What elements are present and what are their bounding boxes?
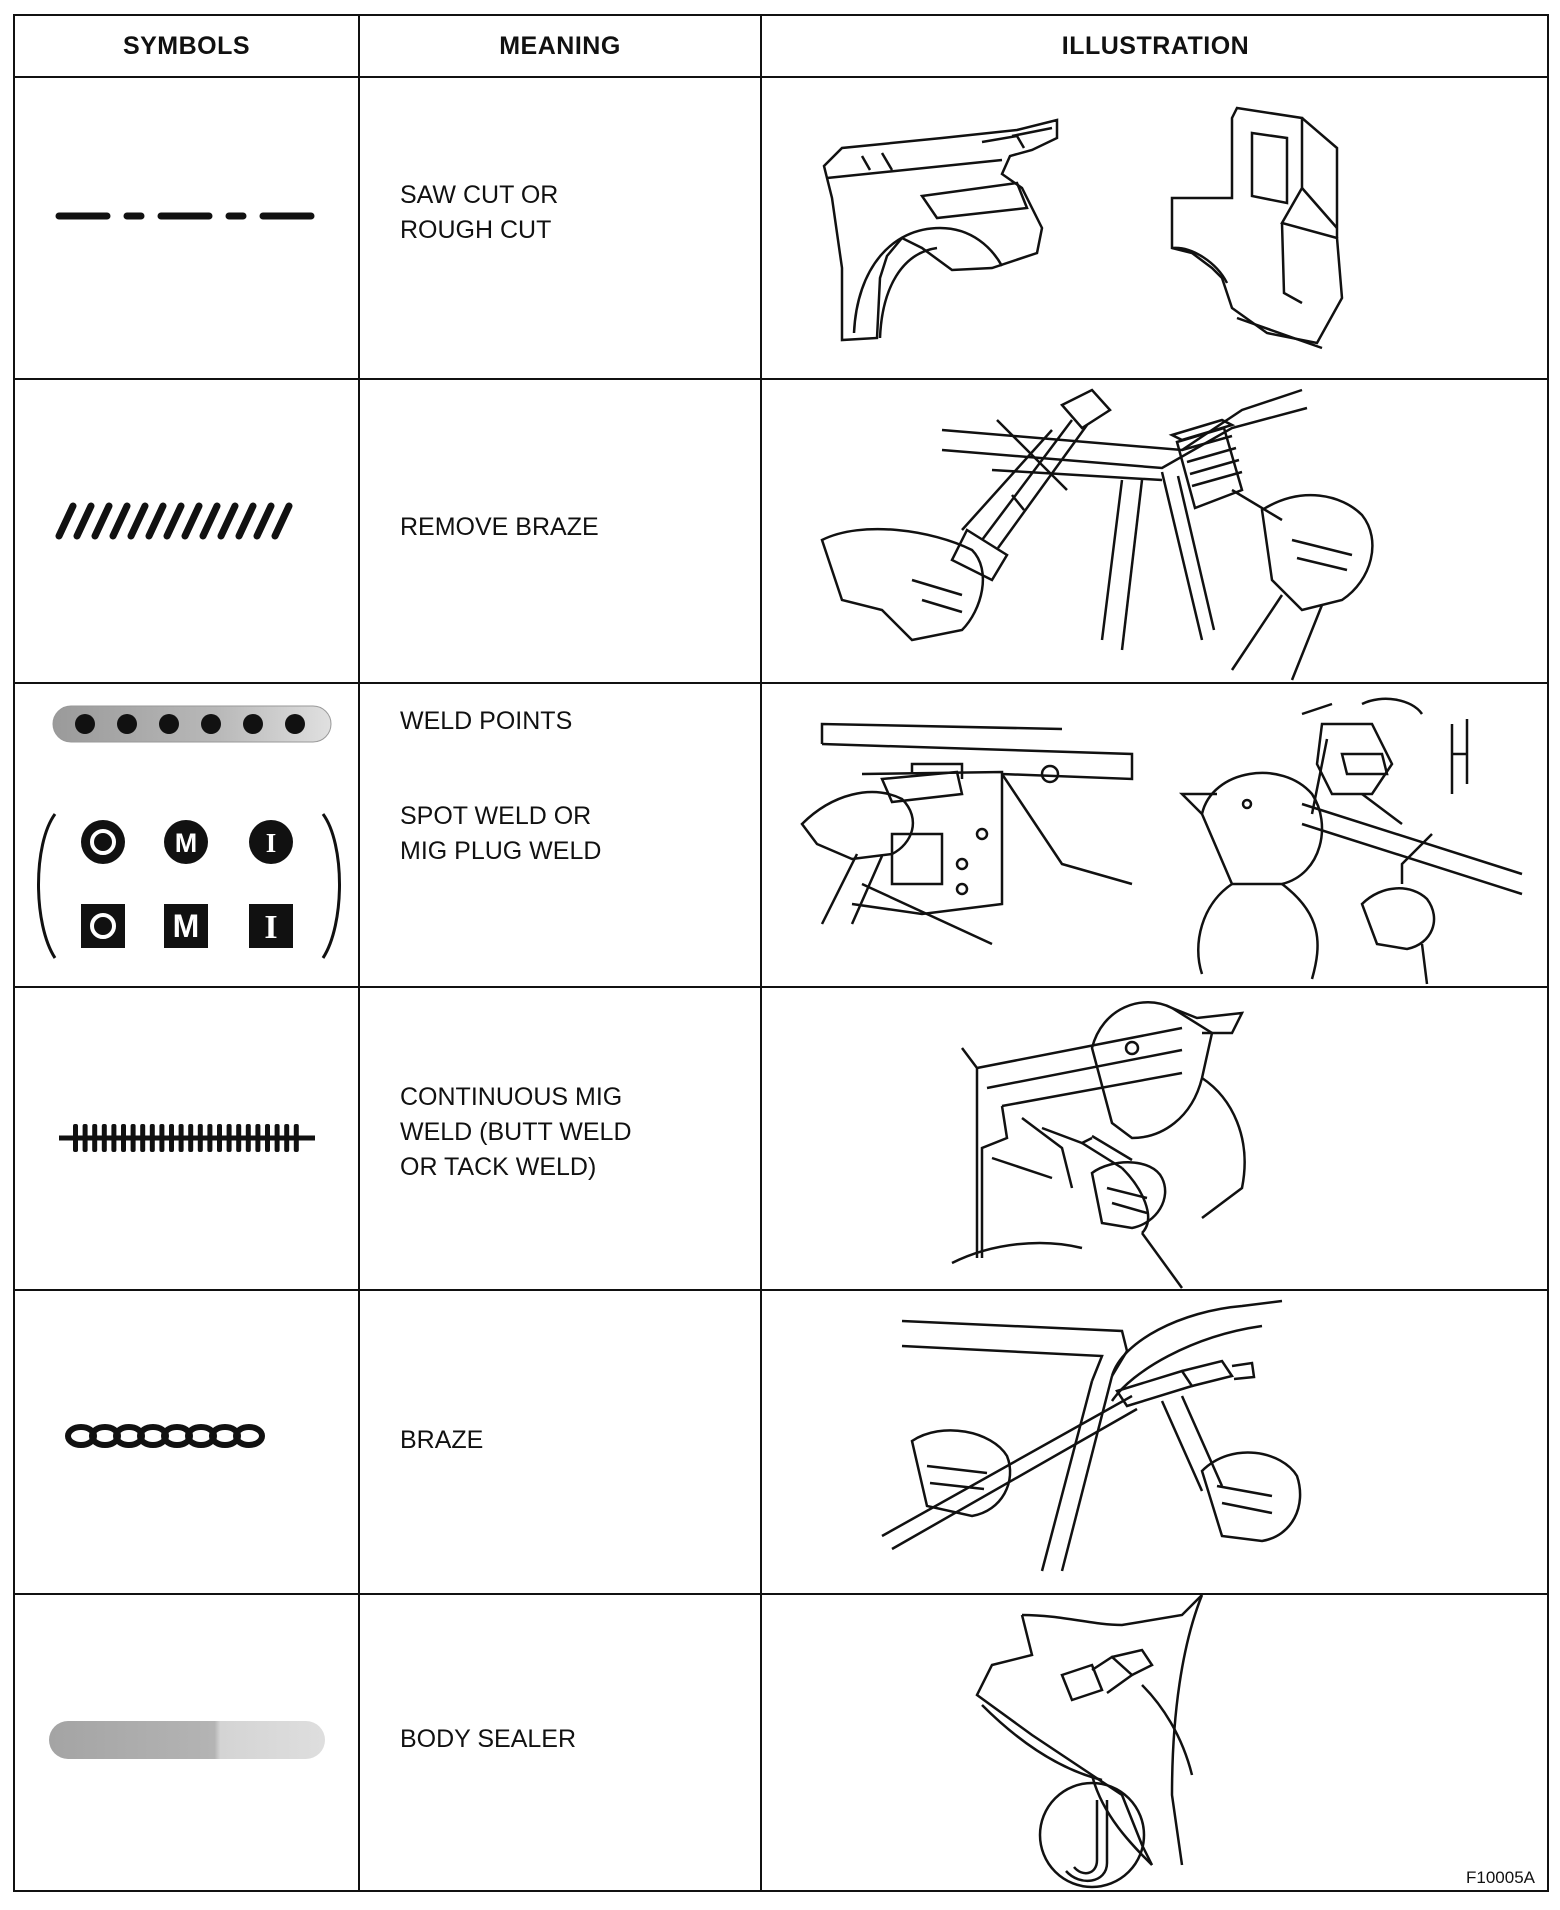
header-meaning: MEANING [499, 31, 621, 60]
sealer-gun-on-quarter-panel-illustration-icon [762, 1595, 1549, 1892]
meaning-text: BODY SEALER [400, 1725, 577, 1753]
weld-tick [83, 1124, 88, 1152]
header-symbols: SYMBOLS [122, 31, 251, 60]
weld-tick [140, 1124, 145, 1152]
weld-tick [294, 1124, 299, 1152]
weld-tick [236, 1124, 241, 1152]
table-row [15, 684, 1547, 986]
weld-tick [217, 1124, 222, 1152]
weld-tick [102, 1124, 107, 1152]
weld-tick [73, 1124, 78, 1152]
drilling-and-spot-welding-illustration-icon [762, 684, 1549, 986]
spot-letter: M [174, 828, 198, 858]
meaning-text: BRAZE [400, 1426, 484, 1454]
spot-letter: M [172, 908, 200, 944]
weld-tick [207, 1124, 212, 1152]
symbols-table [13, 14, 1549, 1892]
table-row [15, 1291, 1547, 1593]
weld-tick [275, 1124, 280, 1152]
weld-tick [188, 1124, 193, 1152]
weld-tick [159, 1124, 164, 1152]
spot-letter: I [264, 909, 278, 946]
torch-and-wire-brush-illustration-icon [762, 380, 1549, 682]
weld-tick [198, 1124, 203, 1152]
weld-tick [150, 1124, 155, 1152]
meaning-weld-points: WELD POINTS [400, 707, 573, 735]
spot-letter: I [265, 828, 277, 858]
weld-points-and-spot-weld-icons [15, 684, 358, 986]
table-row [15, 380, 1547, 682]
weld-tick [121, 1124, 126, 1152]
header-illustration: ILLUSTRATION [1061, 31, 1250, 60]
weld-tick [131, 1124, 136, 1152]
weld-tick [284, 1124, 289, 1152]
car-body-saw-cut-illustration-icon [762, 78, 1549, 378]
weld-tick [246, 1124, 251, 1152]
table-row [15, 78, 1547, 378]
weld-tick [111, 1124, 116, 1152]
meaning-text: SAW CUT OR ROUGH CUT [400, 181, 559, 244]
brazing-torch-illustration-icon [762, 1291, 1549, 1593]
diagonal-hatch-icon [15, 380, 358, 682]
mig-welder-with-helmet-illustration-icon [762, 988, 1549, 1289]
gradient-sealer-bar-icon [15, 1595, 358, 1892]
weld-tick [265, 1124, 270, 1152]
weld-tick [227, 1124, 232, 1152]
figure-code: F10005A [1466, 1868, 1535, 1887]
continuous-weld-bead-icon [15, 988, 358, 1289]
weld-tick [255, 1124, 260, 1152]
table-row [15, 988, 1547, 1289]
table-row [15, 1595, 1547, 1892]
weld-tick [179, 1124, 184, 1152]
dash-dot-line-icon [15, 78, 358, 378]
meaning-text: REMOVE BRAZE [400, 513, 599, 541]
weld-tick [169, 1124, 174, 1152]
meaning-text: CONTINUOUS MIG WELD (BUTT WELD OR TACK WELD) [400, 1083, 632, 1181]
meaning-spot-weld: SPOT WELD OR MIG PLUG WELD [400, 802, 602, 865]
weld-tick [92, 1124, 97, 1152]
braze-chain-icon [15, 1291, 358, 1593]
